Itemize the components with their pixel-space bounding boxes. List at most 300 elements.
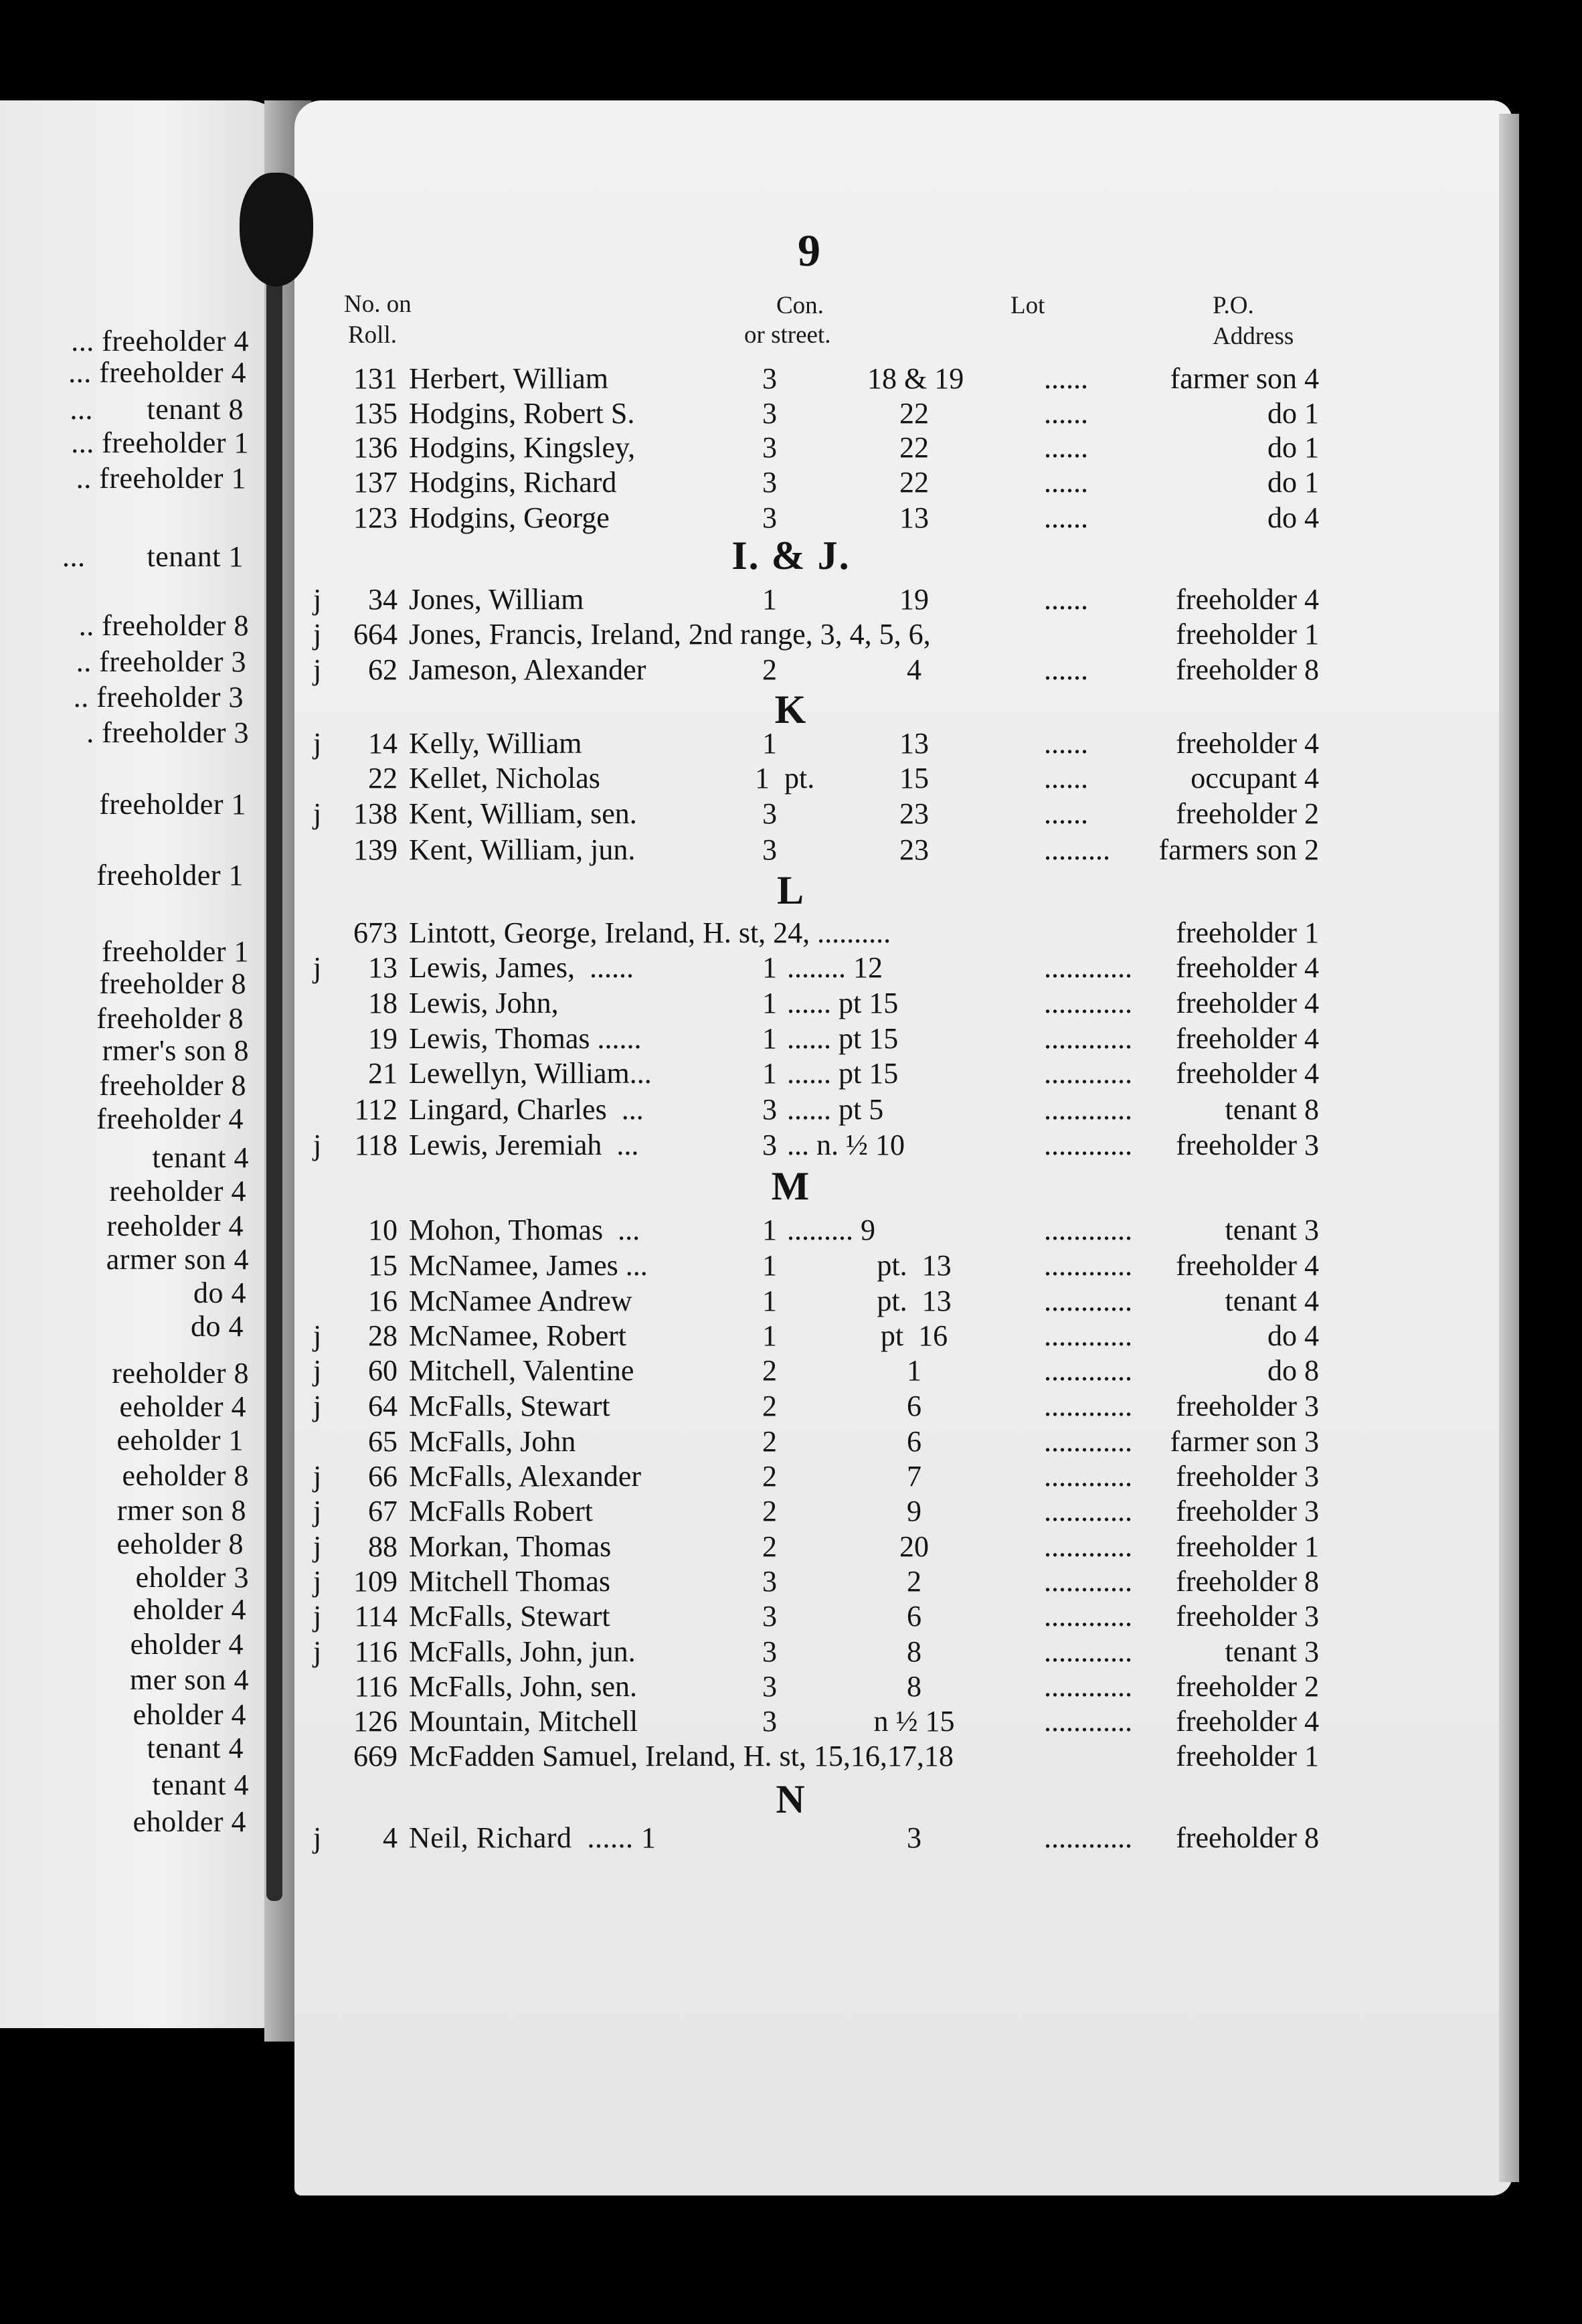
roll-entry (0, 1704, 1582, 1739)
roll-number: 60 (368, 1354, 398, 1387)
entry-lot: 22 (899, 431, 929, 464)
roll-number: 664 (353, 618, 398, 651)
roll-number: 67 (368, 1495, 398, 1527)
entry-con: 1 pt. (755, 762, 815, 795)
entry-po-address: 3 (1304, 1390, 1319, 1422)
entry-con: 3 (762, 1705, 777, 1738)
entry-con: 2 (762, 1354, 777, 1387)
entry-po-address: 8 (1304, 1565, 1319, 1598)
left-page-fragment: tenant 4 (152, 1141, 249, 1174)
roll-number: 123 (353, 501, 398, 534)
leader-dots: ............ (1044, 1022, 1132, 1055)
entry-con: 2 (762, 1495, 777, 1527)
entry-status: freeholder (1176, 1390, 1297, 1422)
entry-status: freeholder (1176, 1249, 1297, 1282)
left-page-fragment: ... freeholder 4 (68, 356, 246, 389)
entry-lot: pt 16 (880, 1319, 948, 1352)
entry-description: Jones, Francis, Ireland, 2nd range, 3, 4, 5, 6, (409, 618, 931, 651)
roll-number: 139 (353, 833, 398, 866)
entry-status: freeholder (1176, 1600, 1297, 1633)
entry-status: freeholder (1176, 987, 1297, 1019)
header-con-line2: or street. (744, 321, 831, 349)
entry-name: McFalls, John, sen. (409, 1670, 637, 1703)
entry-po-address: 4 (1304, 362, 1319, 395)
entry-status: freeholder (1176, 1821, 1297, 1854)
entry-status: do (1267, 431, 1297, 464)
entry-con: 3 (762, 362, 777, 395)
entry-name: Mitchell Thomas (409, 1565, 611, 1598)
entry-lot: 4 (907, 653, 921, 686)
roll-entry (0, 1284, 1582, 1319)
header-po-line2: Address (1213, 323, 1294, 350)
leader-dots: ...... (1044, 466, 1088, 499)
entry-po-address: 4 (1304, 1284, 1319, 1317)
leader-dots: ............ (1044, 1319, 1132, 1352)
binding-knot (240, 173, 313, 286)
entry-po-address: 4 (1304, 501, 1319, 534)
entry-po-address: 3 (1304, 1129, 1319, 1161)
leader-dots: ............ (1044, 1821, 1132, 1854)
entry-lot: 13 (899, 727, 929, 760)
entry-status: freeholder (1176, 951, 1297, 984)
entry-name: Morkan, Thomas (409, 1530, 612, 1563)
entry-name: Kent, William, jun. (409, 833, 636, 866)
leader-dots: ............ (1044, 1565, 1132, 1598)
roll-number: 109 (353, 1565, 398, 1598)
entry-po-address: 3 (1304, 1425, 1319, 1458)
roll-entry (0, 393, 1582, 431)
entry-status: do (1267, 397, 1297, 430)
leader-dots: ............ (1044, 1284, 1132, 1317)
entry-po-address: 8 (1304, 653, 1319, 686)
juror-mark: j (313, 1635, 322, 1668)
left-page-fragment: mer son 4 (129, 1663, 249, 1696)
entry-con: 3 (762, 1600, 777, 1633)
entry-status: freeholder (1176, 727, 1297, 760)
roll-entry (0, 617, 1582, 652)
left-page-fragment: armer son 4 (106, 1243, 249, 1276)
roll-entry (0, 1248, 1582, 1283)
roll-number: 126 (353, 1705, 398, 1738)
roll-number: 21 (368, 1057, 398, 1090)
entry-status: do (1267, 1319, 1297, 1352)
roll-number: 65 (368, 1425, 398, 1458)
roll-number: 66 (368, 1460, 398, 1493)
left-page-fragment: eeholder 1 (116, 1424, 244, 1457)
entry-po-address: 4 (1304, 1319, 1319, 1352)
juror-mark: j (313, 1565, 322, 1598)
left-page-fragment: tenant 4 (147, 1732, 244, 1764)
entry-status: freeholder (1176, 797, 1297, 830)
entry-status: tenant (1225, 1635, 1297, 1668)
section-heading: M (771, 1164, 811, 1208)
entry-con: 3 (762, 466, 777, 499)
juror-mark: j (313, 1495, 322, 1527)
juror-mark: j (313, 1600, 322, 1633)
entry-name: Hodgins, Robert S. (409, 397, 635, 430)
entry-name: Hodgins, George (409, 501, 610, 534)
entry-con: 3 (762, 1670, 777, 1703)
entry-po-address: 4 (1304, 762, 1319, 795)
entry-po-address: 2 (1304, 833, 1319, 866)
entry-con: 1 (762, 987, 777, 1019)
left-page-fragment: eholder 4 (133, 1805, 246, 1838)
roll-entry (0, 1459, 1582, 1494)
leader-dots: ............ (1044, 1249, 1132, 1282)
entry-lot: ........ 12 (787, 951, 883, 984)
entry-description: Lintott, George, Ireland, H. st, 24, .......... (409, 916, 891, 949)
left-page-fragment: rmer's son 8 (102, 1034, 249, 1067)
entry-name: Herbert, William (409, 362, 608, 395)
entry-status: occupant (1191, 762, 1297, 795)
entry-po-address: 1 (1304, 1740, 1319, 1772)
roll-entry (0, 1821, 1582, 1855)
entry-status: freeholder (1176, 1495, 1297, 1527)
entry-name: McNamee, James ... (409, 1249, 648, 1282)
left-page-fragment: freeholder 1 (99, 788, 246, 821)
entry-name: Kellet, Nicholas (409, 762, 600, 795)
entry-name: McFalls, John, jun. (409, 1635, 636, 1668)
entry-name: Lewellyn, William... (409, 1057, 652, 1090)
entry-status: freeholder (1176, 1565, 1297, 1598)
roll-entry (0, 582, 1582, 617)
roll-number: 138 (353, 797, 398, 830)
juror-mark: j (313, 1530, 322, 1563)
entry-name: Hodgins, Richard (409, 466, 617, 499)
roll-entry (0, 1529, 1582, 1564)
roll-entry (0, 1021, 1582, 1056)
entry-name: McNamee Andrew (409, 1284, 632, 1317)
entry-status: do (1267, 466, 1297, 499)
entry-con: 1 (762, 1214, 777, 1246)
entry-con: 3 (762, 797, 777, 830)
entry-lot: 8 (907, 1670, 921, 1703)
roll-number: 18 (368, 987, 398, 1019)
entry-name: McFalls Robert (409, 1495, 593, 1527)
entry-lot: ...... pt 15 (787, 1057, 899, 1090)
entry-status: freeholder (1176, 653, 1297, 686)
roll-number: 4 (383, 1821, 398, 1854)
entry-name: Jameson, Alexander (409, 653, 646, 686)
roll-entry (0, 950, 1582, 985)
roll-entry (0, 1739, 1582, 1774)
entry-lot: 6 (907, 1600, 921, 1633)
left-page-fragment: ... freeholder 4 (71, 325, 249, 357)
entry-po-address: 4 (1304, 1022, 1319, 1055)
left-page-fragment: .. freeholder 8 (78, 609, 249, 642)
leader-dots: ............ (1044, 1425, 1132, 1458)
header-no-on-roll-line2: Roll. (348, 321, 397, 349)
entry-con: 1 (762, 583, 777, 616)
left-page-fragment: freeholder 1 (102, 935, 249, 968)
entry-lot: ... n. ½ 10 (787, 1129, 905, 1161)
entry-name: Mountain, Mitchell (409, 1705, 638, 1738)
roll-entry (0, 916, 1582, 950)
roll-entry (0, 1561, 1582, 1599)
entry-lot: ...... pt 5 (787, 1093, 884, 1126)
entry-con: 1 (762, 727, 777, 760)
left-page-fragment: rmer son 8 (116, 1494, 246, 1527)
roll-number: 137 (353, 466, 398, 499)
entry-con: 3 (762, 397, 777, 430)
entry-po-address: 2 (1304, 797, 1319, 830)
entry-name: Neil, Richard ...... 1 (409, 1821, 656, 1854)
entry-lot: 9 (907, 1495, 921, 1527)
roll-number: 673 (353, 916, 398, 949)
entry-po-address: 1 (1304, 466, 1319, 499)
left-page-fragment: reeholder 4 (109, 1175, 246, 1208)
entry-con: 1 (762, 1057, 777, 1090)
header-no-on-roll-line1: No. on (344, 290, 412, 318)
header-lot: Lot (1010, 292, 1045, 319)
entry-po-address: 4 (1304, 1057, 1319, 1090)
juror-mark: j (313, 618, 322, 651)
entry-status: freeholder (1176, 1530, 1297, 1563)
entry-name: Kelly, William (409, 727, 582, 760)
left-page-fragment: freeholder 4 (96, 1102, 244, 1135)
entry-status: freeholder (1176, 1740, 1297, 1772)
entry-name: Lewis, Jeremiah ... (409, 1129, 639, 1161)
entry-con: 1 (762, 1319, 777, 1352)
roll-entry (0, 761, 1582, 796)
left-page-fragment: freeholder 8 (96, 1002, 244, 1035)
entry-name: Jones, William (409, 583, 584, 616)
roll-entry (0, 726, 1582, 761)
header-po-line1: P.O. (1213, 292, 1254, 319)
roll-number: 118 (354, 1129, 398, 1161)
entry-name: McFalls, John (409, 1425, 576, 1458)
entry-name: McFalls, Alexander (409, 1460, 642, 1493)
roll-entry (0, 653, 1582, 687)
entry-po-address: 3 (1304, 1600, 1319, 1633)
entry-status: freeholder (1176, 1129, 1297, 1161)
entry-status: tenant (1225, 1093, 1297, 1126)
left-page-fragment: freeholder 1 (96, 859, 244, 892)
left-page-fragment: ... freeholder 1 (71, 426, 249, 459)
entry-status: freeholder (1176, 583, 1297, 616)
entry-con: 2 (762, 1390, 777, 1422)
left-page-fragment: eholder 4 (130, 1628, 244, 1661)
juror-mark: j (313, 653, 322, 686)
entry-po-address: 4 (1304, 727, 1319, 760)
entry-lot: 3 (907, 1821, 921, 1854)
entry-status: tenant (1225, 1284, 1297, 1317)
entry-lot: 19 (899, 583, 929, 616)
entry-lot: 6 (907, 1390, 921, 1422)
roll-number: 136 (353, 431, 398, 464)
juror-mark: j (313, 1319, 322, 1352)
left-page-fragment: do 4 (191, 1310, 244, 1343)
entry-lot: ...... pt 15 (787, 1022, 899, 1055)
roll-entry (0, 1353, 1582, 1388)
roll-entry (0, 833, 1582, 867)
entry-lot: ...... pt 15 (787, 987, 899, 1019)
section-heading: K (774, 687, 808, 732)
roll-number: 19 (368, 1022, 398, 1055)
roll-number: 16 (368, 1284, 398, 1317)
entry-status: freeholder (1176, 1670, 1297, 1703)
entry-po-address: 1 (1304, 431, 1319, 464)
leader-dots: ............ (1044, 1600, 1132, 1633)
roll-number: 669 (353, 1740, 398, 1772)
leader-dots: ...... (1044, 727, 1088, 760)
entry-po-address: 4 (1304, 1249, 1319, 1282)
left-page-fragment: eholder 3 (135, 1561, 249, 1594)
juror-mark: j (313, 1129, 322, 1161)
section-heading: I. & J. (731, 533, 851, 578)
entry-lot: 8 (907, 1635, 921, 1668)
entry-status: freeholder (1176, 1057, 1297, 1090)
roll-entry (0, 1092, 1582, 1127)
entry-po-address: 1 (1304, 618, 1319, 651)
entry-con: 1 (762, 951, 777, 984)
entry-lot: 6 (907, 1425, 921, 1458)
entry-lot: 23 (899, 797, 929, 830)
leader-dots: ...... (1044, 653, 1088, 686)
leader-dots: ............ (1044, 1530, 1132, 1563)
roll-number: 135 (353, 397, 398, 430)
entry-name: Kent, William, sen. (409, 797, 637, 830)
leader-dots: ............ (1044, 1354, 1132, 1387)
left-page-fragment: reeholder 4 (106, 1210, 244, 1242)
roll-number: 22 (368, 762, 398, 795)
roll-entry (0, 501, 1582, 535)
entry-name: Lewis, John, (409, 987, 559, 1019)
leader-dots: ...... (1044, 397, 1088, 430)
leader-dots: ............ (1044, 1670, 1132, 1703)
entry-po-address: 4 (1304, 987, 1319, 1019)
entry-con: 2 (762, 1425, 777, 1458)
roll-number: 10 (368, 1214, 398, 1246)
roll-entry (0, 1635, 1582, 1669)
entry-con: 3 (762, 1129, 777, 1161)
entry-con: 1 (762, 1022, 777, 1055)
entry-po-address: 1 (1304, 397, 1319, 430)
entry-con: 2 (762, 1530, 777, 1563)
left-page-fragment: ... tenant 8 (70, 393, 244, 426)
left-page-fragment: ... tenant 1 (62, 540, 244, 573)
juror-mark: j (313, 951, 322, 984)
juror-mark: j (313, 1390, 322, 1422)
leader-dots: ...... (1044, 583, 1088, 616)
juror-mark: j (313, 583, 322, 616)
leader-dots: ............ (1044, 951, 1132, 984)
entry-po-address: 8 (1304, 1354, 1319, 1387)
entry-lot: ......... 9 (787, 1214, 875, 1246)
left-page-fragment: .. freeholder 1 (76, 462, 246, 495)
entry-po-address: 3 (1304, 1635, 1319, 1668)
left-page-fragment: eholder 4 (133, 1698, 246, 1731)
section-heading: N (776, 1777, 806, 1821)
roll-entry (0, 1128, 1582, 1163)
left-page-fragment: eeholder 4 (119, 1390, 246, 1423)
roll-number: 64 (368, 1390, 398, 1422)
leader-dots: ...... (1044, 431, 1088, 464)
roll-entry (0, 1424, 1582, 1459)
entry-con: 2 (762, 653, 777, 686)
roll-number: 131 (353, 362, 398, 395)
entry-con: 1 (762, 1284, 777, 1317)
entry-con: 3 (762, 501, 777, 534)
roll-number: 62 (368, 653, 398, 686)
roll-entry (0, 1389, 1582, 1424)
left-page-fragment: freeholder 8 (99, 1069, 246, 1102)
entry-po-address: 3 (1304, 1495, 1319, 1527)
roll-number: 116 (354, 1670, 398, 1703)
leader-dots: ............ (1044, 1129, 1132, 1161)
entry-name: McNamee, Robert (409, 1319, 626, 1352)
left-page-fragment: tenant 4 (152, 1768, 249, 1801)
entry-name: Lewis, Thomas ...... (409, 1022, 642, 1055)
roll-entry (0, 462, 1582, 500)
entry-lot: n ½ 15 (873, 1705, 955, 1738)
left-page-fragment: .. freeholder 3 (76, 645, 246, 678)
juror-mark: j (313, 797, 322, 830)
leader-dots: ............ (1044, 1460, 1132, 1493)
entry-po-address: 4 (1304, 1705, 1319, 1738)
entry-status: freeholder (1176, 916, 1297, 949)
roll-number: 13 (368, 951, 398, 984)
juror-mark: j (313, 1821, 322, 1854)
entry-po-address: 8 (1304, 1821, 1319, 1854)
roll-entry (0, 797, 1582, 831)
entry-status: farmer son (1170, 362, 1297, 395)
roll-number: 28 (368, 1319, 398, 1352)
entry-name: Mitchell, Valentine (409, 1354, 634, 1387)
roll-number: 34 (368, 583, 398, 616)
entry-status: do (1267, 501, 1297, 534)
left-page-fragment: reeholder 8 (112, 1357, 249, 1390)
entry-lot: 15 (899, 762, 929, 795)
entry-lot: pt. 13 (877, 1284, 952, 1317)
entry-lot: 2 (907, 1565, 921, 1598)
entry-po-address: 1 (1304, 1530, 1319, 1563)
leader-dots: ......... (1044, 833, 1110, 866)
roll-entry (0, 986, 1582, 1021)
leader-dots: ...... (1044, 501, 1088, 534)
left-page-fragment: .. freeholder 3 (73, 681, 244, 714)
entry-po-address: 3 (1304, 1214, 1319, 1246)
entry-po-address: 2 (1304, 1670, 1319, 1703)
entry-name: Mohon, Thomas ... (409, 1214, 640, 1246)
entry-status: freeholder (1176, 1460, 1297, 1493)
leader-dots: ............ (1044, 1390, 1132, 1422)
entry-po-address: 3 (1304, 1460, 1319, 1493)
entry-name: Hodgins, Kingsley, (409, 431, 636, 464)
leader-dots: ...... (1044, 362, 1088, 395)
section-heading: L (776, 868, 806, 912)
entry-name: McFalls, Stewart (409, 1600, 610, 1633)
leader-dots: ............ (1044, 1635, 1132, 1668)
roll-entry (0, 1210, 1582, 1248)
roll-entry (0, 426, 1582, 465)
header-con-line1: Con. (776, 292, 824, 319)
entry-lot: 22 (899, 466, 929, 499)
left-page-fragment: eeholder 8 (116, 1527, 244, 1560)
entry-po-address: 4 (1304, 951, 1319, 984)
entry-status: freeholder (1176, 1022, 1297, 1055)
left-page-fragment: do 4 (193, 1276, 246, 1309)
entry-lot: 13 (899, 501, 929, 534)
page-number: 9 (798, 225, 820, 276)
roll-entry (0, 1056, 1582, 1091)
entry-con: 1 (762, 1249, 777, 1282)
leader-dots: ...... (1044, 797, 1088, 830)
juror-mark: j (313, 1460, 322, 1493)
entry-lot: pt. 13 (877, 1249, 952, 1282)
left-page-fragment: eeholder 8 (122, 1459, 249, 1492)
entry-con: 3 (762, 1635, 777, 1668)
